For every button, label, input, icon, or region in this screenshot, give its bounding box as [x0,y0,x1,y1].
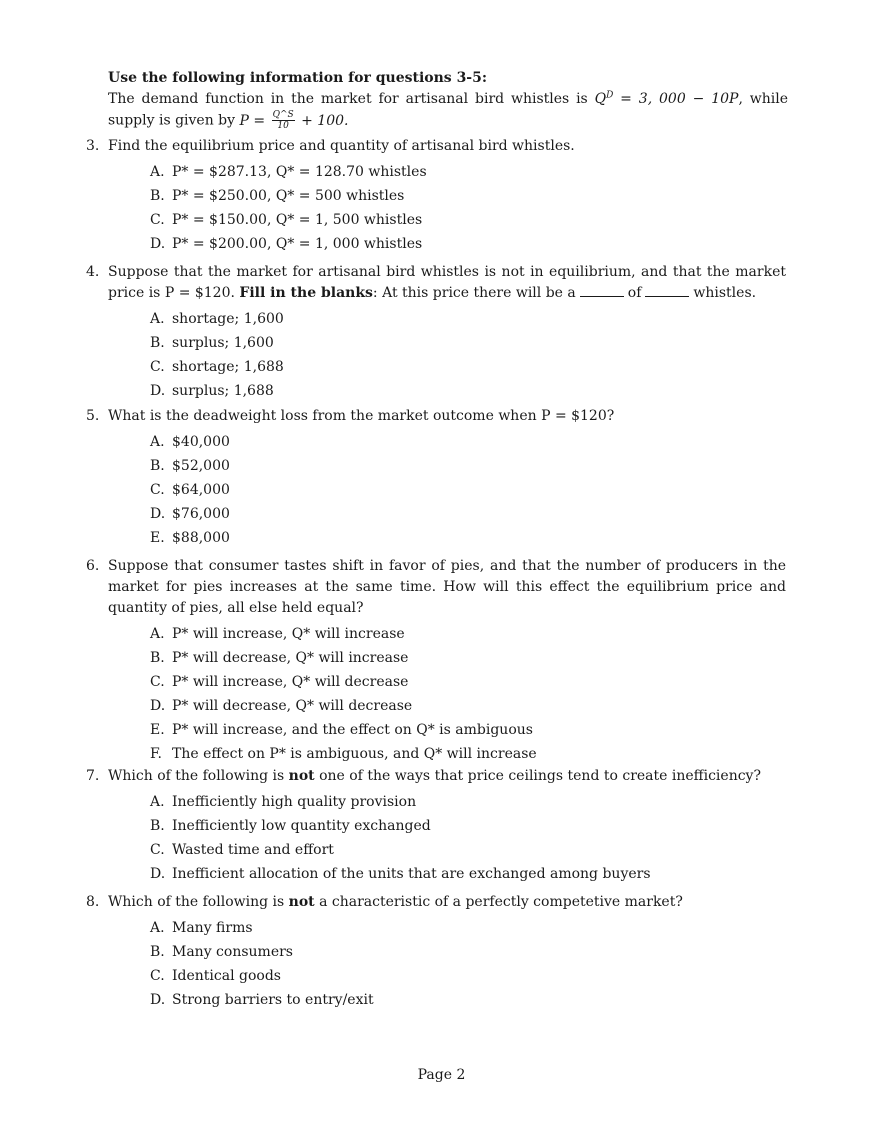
option-letter: A. [150,626,165,642]
option-letter: B. [150,458,165,474]
question-text [108,892,786,913]
option-text: Inefficient allocation of the units that are exchanged among buyers [172,866,651,882]
question-5 [86,406,786,550]
answer-option[interactable] [150,160,786,184]
answer-option[interactable] [150,622,786,646]
question-number: 3. [86,138,100,154]
option-letter: A. [150,311,165,327]
answer-option[interactable] [150,964,786,988]
option-letter: D. [150,383,166,399]
demand-q: Q [594,91,607,107]
option-text: Identical goods [172,968,281,984]
page-number: Page 2 [417,1067,466,1083]
option-letter: B. [150,944,165,960]
option-letter: C. [150,842,165,858]
answer-options [86,160,786,256]
option-text: $64,000 [172,482,230,498]
answer-option[interactable] [150,670,786,694]
option-letter: F. [150,746,162,762]
option-letter: B. [150,818,165,834]
answer-option[interactable] [150,988,786,1012]
supply-lhs: P = [239,112,270,129]
answer-option[interactable] [150,232,786,256]
option-letter: A. [150,434,165,450]
option-letter: D. [150,992,166,1008]
question-text [108,262,786,304]
option-letter: B. [150,650,165,666]
option-text: surplus; 1,688 [172,383,274,399]
option-letter: D. [150,236,166,252]
answer-option[interactable] [150,742,786,766]
question-text: What is the deadweight loss from the market outcome when P = $120? [108,408,615,424]
option-letter: C. [150,968,165,984]
answer-option[interactable] [150,646,786,670]
answer-option[interactable] [150,478,786,502]
question-text-part1: Which of the following is [108,894,289,910]
answer-option[interactable] [150,790,786,814]
supply-rhs: + 100. [296,112,349,129]
question-text-part2: a characteristic of a perfectly competetive market? [314,894,683,910]
option-letter: B. [150,188,165,204]
answer-option[interactable] [150,502,786,526]
option-letter: C. [150,212,165,228]
option-letter: C. [150,359,165,375]
answer-options [86,622,786,766]
answer-option[interactable] [150,430,786,454]
question-number: 8. [86,894,100,910]
option-text: Inefficiently low quantity exchanged [172,818,431,834]
question-text: Find the equilibrium price and quantity of artisanal bird whistles. [108,138,575,154]
option-letter: A. [150,164,165,180]
answer-option[interactable] [150,940,786,964]
supply-numerator: Q^S [272,110,294,120]
option-text: P* will increase, Q* will decrease [172,674,409,690]
question-text-part3: of [627,285,642,301]
option-letter: B. [150,335,165,351]
question-text [108,766,786,787]
option-text: surplus; 1,600 [172,335,274,351]
answer-option[interactable] [150,184,786,208]
option-letter: D. [150,866,166,882]
question-number: 6. [86,558,100,574]
option-letter: E. [150,530,165,546]
option-text: P* = $200.00, Q* = 1, 000 whistles [172,236,423,252]
answer-option[interactable] [150,814,786,838]
option-letter: C. [150,482,165,498]
question-8 [86,892,786,1012]
option-text: P* will increase, and the effect on Q* is ambiguous [172,722,533,738]
answer-options [86,307,786,403]
question-number: 5. [86,408,100,424]
option-text: Inefficiently high quality provision [172,794,417,810]
question-number: 7. [86,768,100,784]
option-text: P* will decrease, Q* will decrease [172,698,413,714]
question-bold-text: not [288,768,315,784]
option-text: $40,000 [172,434,230,450]
option-text: Many firms [172,920,253,936]
option-text: P* = $250.00, Q* = 500 whistles [172,188,405,204]
question-4 [86,262,786,403]
supply-fraction [272,110,295,131]
supply-equation [239,110,349,131]
answer-option[interactable] [150,862,786,886]
answer-option[interactable] [150,718,786,742]
question-text-part2: : At this price there will be a [372,285,576,301]
option-text: P* will increase, Q* will increase [172,626,405,642]
demand-equation [595,91,739,107]
option-letter: D. [150,506,166,522]
info-text-part2: , while supply is given by [108,91,789,129]
option-letter: C. [150,674,165,690]
option-text: Many consumers [172,944,293,960]
option-text: P* will decrease, Q* will increase [172,650,409,666]
option-text: $88,000 [172,530,230,546]
info-block [108,68,788,132]
answer-option[interactable] [150,379,786,403]
option-letter: D. [150,698,166,714]
option-text: $76,000 [172,506,230,522]
question-text-part1: Suppose that the market for artisanal bird whistles is not in equilibrium, and that the market price is P = $120. [108,264,786,301]
question-bold-text: Fill in the blanks [239,285,373,301]
demand-sup: D [606,90,614,101]
question-text-part1: Which of the following is [108,768,289,784]
answer-options [86,916,786,1012]
question-text-part4: whistles. [693,285,757,301]
option-letter: A. [150,920,165,936]
answer-option[interactable] [150,355,786,379]
question-text-part2: one of the ways that price ceilings tend to create inefficiency? [314,768,761,784]
question-number: 4. [86,264,100,280]
fill-blank [580,284,624,297]
question-6 [86,556,786,766]
answer-option[interactable] [150,307,786,331]
answer-option[interactable] [150,208,786,232]
option-text: P* = $287.13, Q* = 128.70 whistles [172,164,427,180]
info-heading: Use the following information for questions 3-5: [108,70,488,86]
answer-option[interactable] [150,331,786,355]
question-7 [86,766,786,886]
answer-option[interactable] [150,916,786,940]
question-text: Suppose that consumer tastes shift in favor of pies, and that the number of producers in the market for pies increases at the same time. How will this effect the equilibrium price and quantity of pies, all else held equal? [108,558,786,616]
info-text-part1: The demand function in the market for artisanal bird whistles is [108,91,595,107]
question-3 [86,136,786,256]
option-text: shortage; 1,688 [172,359,284,375]
supply-denominator: 10 [277,121,289,131]
option-text: P* = $150.00, Q* = 1, 500 whistles [172,212,423,228]
option-letter: E. [150,722,165,738]
option-text: shortage; 1,600 [172,311,284,327]
info-text [108,89,788,132]
question-bold-text: not [288,894,315,910]
answer-options [86,790,786,886]
demand-rhs: = 3, 000 − 10P [613,91,739,107]
fill-blank [645,284,689,297]
option-text: The effect on P* is ambiguous, and Q* will increase [172,746,537,762]
answer-options [86,430,786,550]
answer-option[interactable] [150,454,786,478]
option-text: Wasted time and effort [172,842,334,858]
option-letter: A. [150,794,165,810]
answer-option[interactable] [150,526,786,550]
answer-option[interactable] [150,838,786,862]
option-text: Strong barriers to entry/exit [172,992,374,1008]
answer-option[interactable] [150,694,786,718]
option-text: $52,000 [172,458,230,474]
